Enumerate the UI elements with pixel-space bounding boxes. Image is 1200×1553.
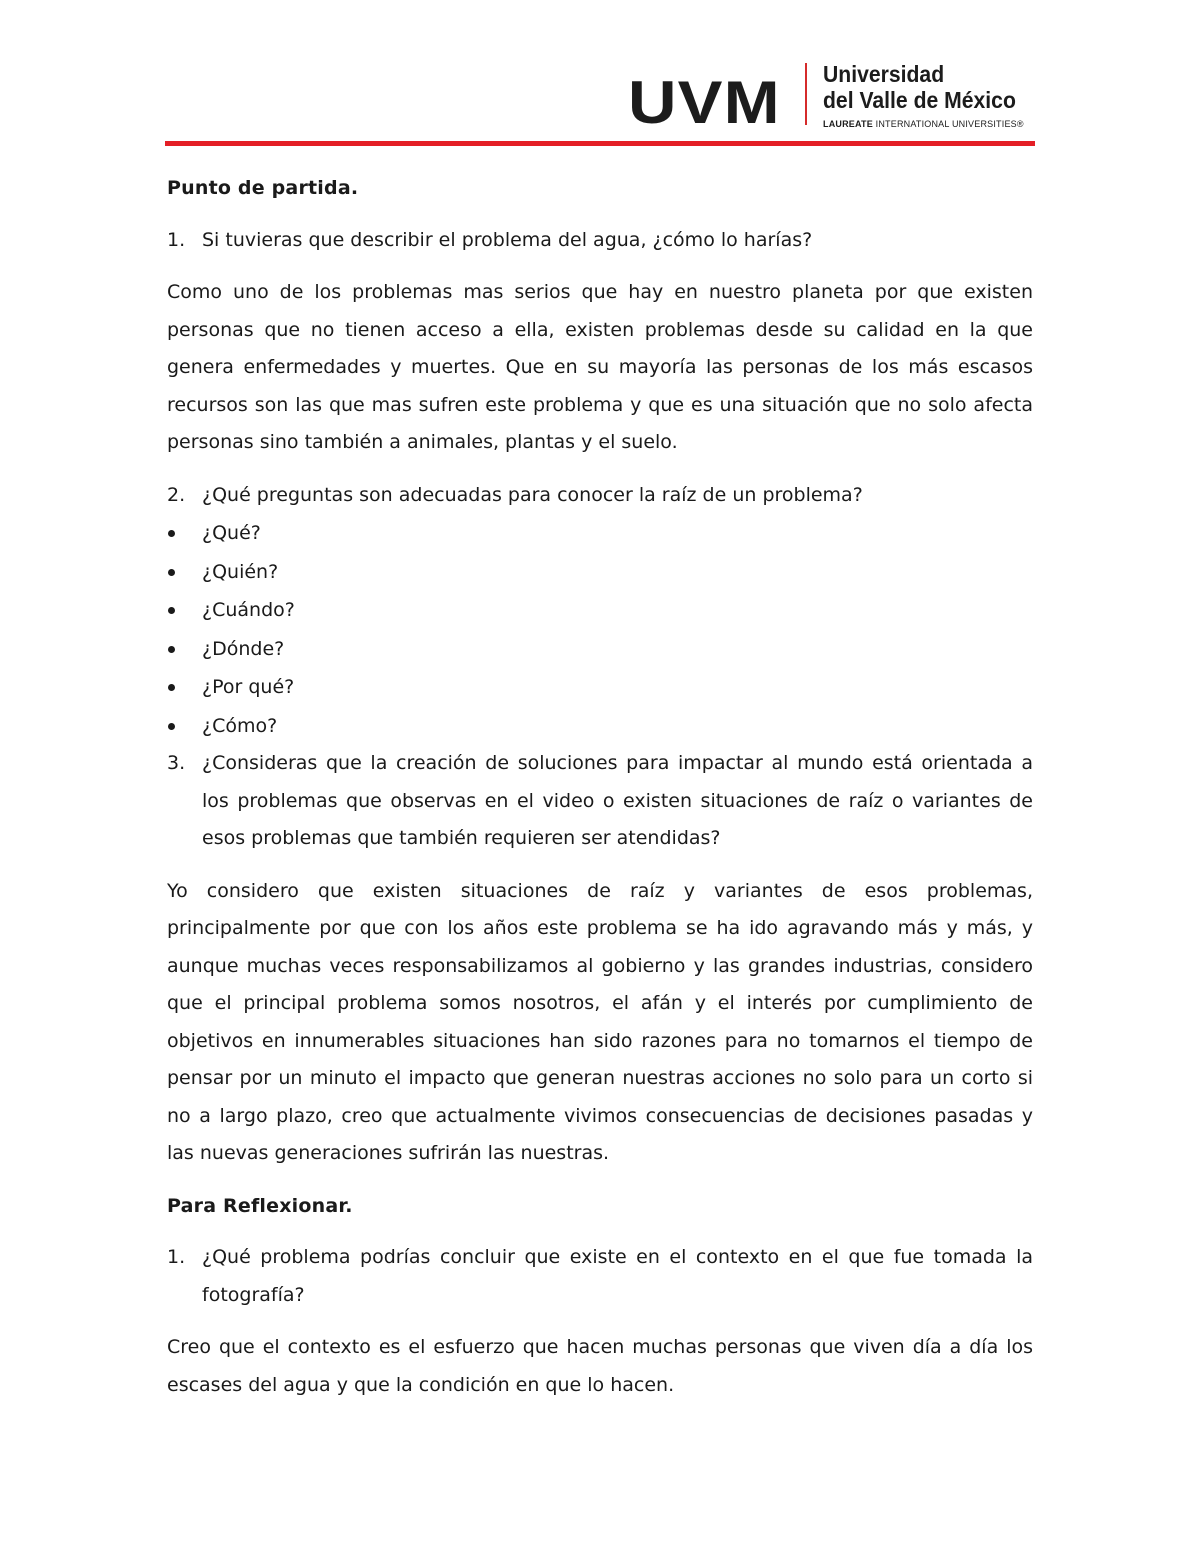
- bullet-icon: [167, 631, 202, 669]
- bullet-icon: [167, 669, 202, 707]
- bullet-list-item: [167, 631, 1033, 669]
- bullet-text: ¿Qué?: [202, 522, 261, 544]
- bullet-list-item: [167, 708, 1033, 746]
- logo-line-1: Universidad: [823, 61, 945, 87]
- uvm-logo-mark: UVM: [628, 69, 781, 136]
- bullet-text: ¿Por qué?: [202, 676, 295, 698]
- bullet-list-item: [167, 554, 1033, 592]
- question-number: 1.: [167, 1246, 186, 1268]
- university-logo-text: [823, 61, 1033, 131]
- bullet-icon: [167, 554, 202, 592]
- section-heading-punto-de-partida: Punto de partida.: [167, 177, 359, 199]
- bullet-list-item: [167, 592, 1033, 630]
- laureate-label: LAUREATE: [823, 119, 873, 129]
- question-number: 3.: [167, 752, 186, 774]
- bullet-text: ¿Quién?: [202, 560, 279, 583]
- bullet-icon: [167, 592, 202, 630]
- question-2: [167, 477, 1033, 515]
- header-red-rule: [165, 141, 1035, 146]
- bullet-text: ¿Cuándo?: [202, 599, 295, 621]
- question-text: ¿Qué preguntas son adecuadas para conocer la raíz de un problema?: [202, 483, 863, 506]
- question-1: [167, 222, 1033, 260]
- logo-line-3: [823, 117, 1033, 131]
- answer-1: Como uno de los problemas mas serios que hay en nuestro planeta por que existen personas que no tienen acceso a ella, existen problemas desde su calidad en la que genera enfermedades y muertes. Que en su mayoría las personas de los más escasos recursos son las que mas sufren este problema y que es una situación que no solo afecta personas sino también a animales, plantas y el suelo.: [167, 281, 1033, 453]
- question-text: ¿Consideras que la creación de soluciones para impactar al mundo está orientada a los problemas que observas en el video o existen situaciones de raíz o variantes de esos problemas que también requieren ser atendidas?: [202, 752, 1033, 849]
- document-body: [167, 170, 1033, 1404]
- logo-line-2: del Valle de México: [823, 87, 1016, 113]
- bullet-text: ¿Cómo?: [202, 714, 278, 737]
- question-text: ¿Qué problema podrías concluir que existe en el contexto en el que fue tomada la fotografía?: [202, 1246, 1033, 1306]
- question-number: 1.: [167, 228, 186, 251]
- reflection-answer-1: Creo que el contexto es el esfuerzo que hacen muchas personas que viven día a día los escases del agua y que la condición en que lo hacen.: [167, 1336, 1033, 1396]
- bullet-list-item: [167, 515, 1033, 553]
- section-heading-para-reflexionar: Para Reflexionar.: [167, 1194, 353, 1217]
- question-text: Si tuvieras que describir el problema del agua, ¿cómo lo harías?: [202, 228, 813, 251]
- question-number: 2.: [167, 483, 186, 506]
- answer-3: Yo considero que existen situaciones de raíz y variantes de esos problemas, principalmente por que con los años este problema se ha ido agravando más y más, y aunque muchas veces responsabilizamos al gobierno y las grandes industrias, considero que el principal problema somos nosotros, el afán y el interés por cumplimiento de objetivos en innumerables situaciones han sido razones para no tomarnos el tiempo de pensar por un minuto el impacto que generan nuestras acciones no solo para un corto si no a largo plazo, creo que actualmente vivimos consecuencias de decisiones pasadas y las nuevas generaciones sufrirán las nuestras.: [167, 879, 1033, 1164]
- reflection-question-1: [167, 1239, 1033, 1314]
- document-header: [165, 55, 1035, 150]
- bullet-icon: [167, 515, 202, 553]
- laureate-suffix: INTERNATIONAL UNIVERSITIES®: [872, 119, 1024, 129]
- bullet-text: ¿Dónde?: [202, 637, 285, 660]
- bullet-list-item: [167, 669, 1033, 707]
- question-3: [167, 745, 1033, 858]
- bullet-icon: [167, 708, 202, 746]
- logo-divider: [805, 63, 807, 125]
